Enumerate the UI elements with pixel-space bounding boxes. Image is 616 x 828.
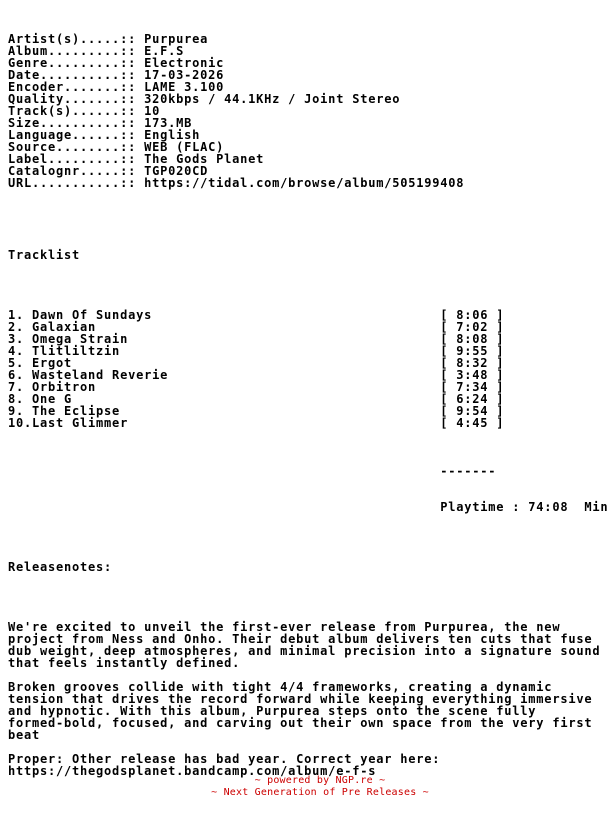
releasenotes-paragraph-1-line: that feels instantly defined. xyxy=(8,656,241,670)
releasenotes-body xyxy=(8,621,608,777)
playtime-line: Playtime : 74:08 Min xyxy=(8,500,609,514)
track-row: 1. Dawn Of Sundays [ 8:06 ] xyxy=(8,308,505,322)
footer-powered-by: ~ powered by NGP.re ~ xyxy=(254,775,386,786)
releasenotes-paragraph-2-line: formed-bold, focused, and carving out their own space from the very first xyxy=(8,716,593,730)
metadata-line-artist-s: Artist(s).....:: Purpurea xyxy=(8,32,209,46)
track-row: 7. Orbitron [ 7:34 ] xyxy=(8,380,505,394)
metadata-line-quality: Quality.......:: 320kbps / 44.1KHz / Joint Stereo xyxy=(8,92,401,106)
metadata-line-catalognr: Catalognr.....:: TGP020CD xyxy=(8,164,209,178)
releasenotes-paragraph-1-line: dub weight, deep atmospheres, and minimal precision into a signature sound xyxy=(8,644,601,658)
releasenotes-paragraph-1-line: We're excited to unveil the first-ever release from Purpurea, the new xyxy=(8,620,561,634)
release-metadata xyxy=(8,33,608,189)
proper-note-line: https://thegodsplanet.bandcamp.com/album/e-f-s xyxy=(8,764,377,778)
nfo-text xyxy=(8,9,608,789)
releasenotes-paragraph-1-line: project from Ness and Onho. Their debut album delivers ten cuts that fuse xyxy=(8,632,593,646)
releasenotes-paragraph-1 xyxy=(8,621,608,669)
track-row: 9. The Eclipse [ 9:54 ] xyxy=(8,404,505,418)
track-row: 2. Galaxian [ 7:02 ] xyxy=(8,320,505,334)
playtime-rule: ------- xyxy=(8,464,497,478)
tracklist xyxy=(8,309,608,429)
releasenotes-paragraph-2-line: tension that drives the record forward while keeping everything immersive xyxy=(8,692,593,706)
metadata-line-genre: Genre.........:: Electronic xyxy=(8,56,225,70)
releasenotes-paragraph-2-line: Broken grooves collide with tight 4/4 frameworks, creating a dynamic xyxy=(8,680,553,694)
track-row: 5. Ergot [ 8:32 ] xyxy=(8,356,505,370)
releasenotes-heading: Releasenotes: xyxy=(8,560,113,574)
metadata-line-encoder: Encoder.......:: LAME 3.100 xyxy=(8,80,225,94)
metadata-line-url: URL...........:: https://tidal.com/browse/album/505199408 xyxy=(8,176,465,190)
track-row: 8. One G [ 6:24 ] xyxy=(8,392,505,406)
tracklist-heading: Tracklist xyxy=(8,248,81,262)
releasenotes-paragraph-2 xyxy=(8,681,608,741)
footer xyxy=(24,773,616,797)
footer-tagline: ~ Next Generation of Pre Releases ~ xyxy=(211,787,429,798)
track-row: 3. Omega Strain [ 8:08 ] xyxy=(8,332,505,346)
metadata-line-date: Date..........:: 17-03-2026 xyxy=(8,68,225,82)
track-row: 6. Wasteland Reverie [ 3:48 ] xyxy=(8,368,505,382)
releasenotes-paragraph-2-line: and hypnotic. With this album, Purpurea steps onto the scene fully xyxy=(8,704,537,718)
releasenotes-paragraph-2-line: beat xyxy=(8,728,41,742)
metadata-line-language: Language......:: English xyxy=(8,128,201,142)
metadata-line-size: Size..........:: 173.MB xyxy=(8,116,193,130)
track-row: 4. Tlitliltzin [ 9:55 ] xyxy=(8,344,505,358)
metadata-line-source: Source........:: WEB (FLAC) xyxy=(8,140,225,154)
metadata-line-track-s: Track(s)......:: 10 xyxy=(8,104,161,118)
metadata-line-album: Album.........:: E.F.S xyxy=(8,44,185,58)
metadata-line-label: Label.........:: The Gods Planet xyxy=(8,152,265,166)
track-row: 10.Last Glimmer [ 4:45 ] xyxy=(8,416,505,430)
proper-note-line: Proper: Other release has bad year. Correct year here: xyxy=(8,752,441,766)
